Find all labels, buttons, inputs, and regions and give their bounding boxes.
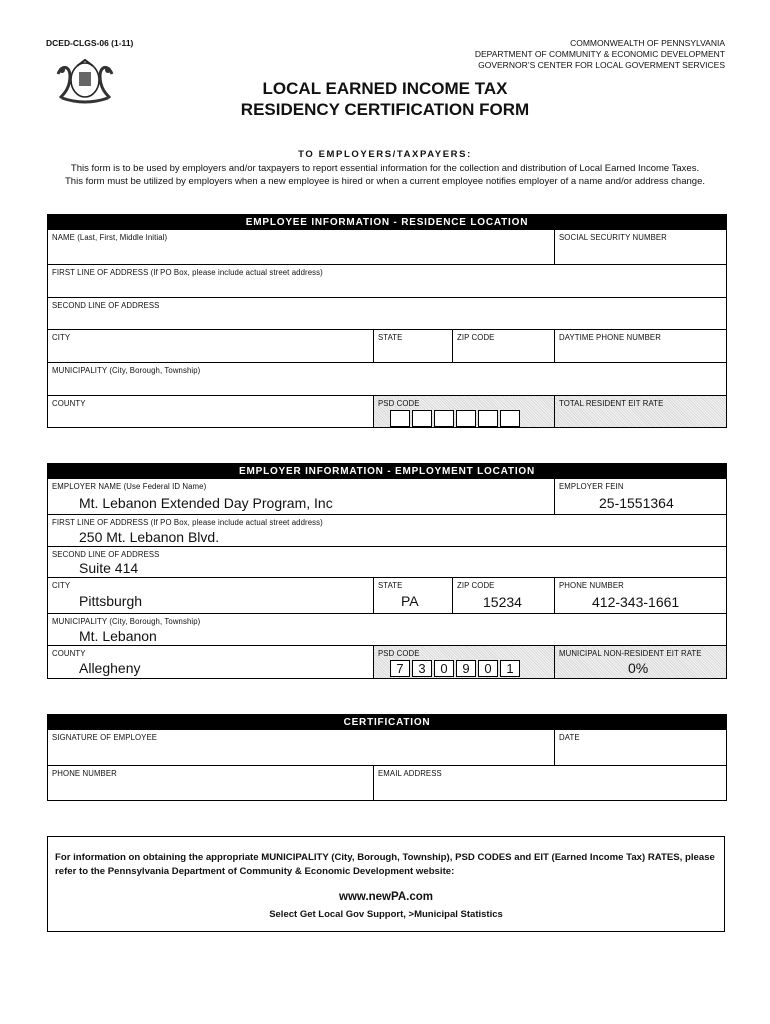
employee-city-field[interactable] (48, 329, 373, 362)
employer-address1-field[interactable] (48, 514, 726, 546)
field-label: SOCIAL SECURITY NUMBER (559, 233, 667, 242)
form-title (180, 78, 590, 120)
employer-rate-value: 0% (628, 660, 649, 676)
certification-heading: CERTIFICATION (48, 715, 726, 730)
employer-county-value: Allegheny (79, 660, 141, 676)
psd-digit-boxes (390, 660, 520, 677)
field-label: ZIP CODE (457, 333, 495, 342)
agency-line: COMMONWEALTH OF PENNSYLVANIA (570, 38, 725, 48)
website-link[interactable]: www.newPA.com (339, 891, 433, 903)
employee-address1-field[interactable] (48, 264, 726, 297)
form-code: DCED-CLGS-06 (1-11) (46, 38, 134, 48)
field-label: EMPLOYER FEIN (559, 482, 624, 491)
field-label: COUNTY (52, 649, 86, 658)
field-label: FIRST LINE OF ADDRESS (If PO Box, please include actual street address) (52, 518, 323, 527)
employer-state-field[interactable] (373, 577, 452, 613)
date-field[interactable] (554, 730, 726, 765)
field-label: STATE (378, 581, 403, 590)
employee-name-field[interactable] (48, 230, 554, 264)
employer-city-field[interactable] (48, 577, 373, 613)
field-label: DATE (559, 733, 580, 742)
employee-section (47, 214, 727, 428)
field-label: SIGNATURE OF EMPLOYEE (52, 733, 158, 742)
field-label: SECOND LINE OF ADDRESS (52, 550, 160, 559)
employee-psd-field[interactable] (373, 395, 554, 427)
employer-county-field[interactable] (48, 645, 373, 678)
employer-zip-field[interactable] (452, 577, 554, 613)
employer-address2-value: Suite 414 (79, 560, 139, 576)
title-line: RESIDENCY CERTIFICATION FORM (240, 100, 530, 119)
signature-field[interactable] (48, 730, 554, 765)
field-label: NAME (Last, First, Middle Initial) (52, 233, 168, 242)
psd-digit[interactable]: 0 (478, 660, 498, 677)
field-label: PSD CODE (378, 649, 420, 658)
employer-section (47, 463, 727, 679)
psd-digit[interactable] (434, 410, 454, 427)
employee-zip-field[interactable] (452, 329, 554, 362)
field-label: STATE (378, 333, 403, 342)
intro-line: This form is to be used by employers and/or taxpayers to report essential information for the collection and distribution of Local Earned Income Taxes. (70, 163, 700, 174)
intro-line: This form must be utilized by employers when a new employee is hired or when a current employee notifies employer of a name and/or address change. (65, 176, 705, 187)
field-label: ZIP CODE (457, 581, 495, 590)
employee-address2-field[interactable] (48, 297, 726, 329)
employer-phone-value: 412-343-1661 (592, 594, 680, 610)
employer-fein-value: 25-1551364 (599, 495, 674, 511)
psd-digit[interactable] (390, 410, 410, 427)
field-label: EMAIL ADDRESS (378, 769, 442, 778)
field-label: CITY (52, 581, 71, 590)
certification-section (47, 714, 727, 801)
field-label: TOTAL RESIDENT EIT RATE (559, 399, 664, 408)
psd-digit[interactable]: 0 (434, 660, 454, 677)
employer-state-value: PA (401, 593, 419, 609)
cert-phone-field[interactable] (48, 765, 373, 800)
psd-digit[interactable]: 9 (456, 660, 476, 677)
employer-name-field[interactable] (48, 479, 554, 514)
psd-digit[interactable]: 1 (500, 660, 520, 677)
employee-county-field[interactable] (48, 395, 373, 427)
psd-digit[interactable]: 3 (412, 660, 432, 677)
employer-address1-value: 250 Mt. Lebanon Blvd. (79, 529, 220, 545)
employee-phone-field[interactable] (554, 329, 726, 362)
field-label: MUNICIPALITY (City, Borough, Township) (52, 617, 201, 626)
employee-section-heading: EMPLOYEE INFORMATION - RESIDENCE LOCATION (48, 215, 726, 230)
psd-digit[interactable] (412, 410, 432, 427)
info-text: For information on obtaining the appropriate MUNICIPALITY (City, Borough, Township), PSD CODES and EIT (Earned Income Tax) RATES, please refer to the Pennsylvania Department of Community & Economic Development website: (55, 852, 715, 877)
field-label: EMPLOYER NAME (Use Federal ID Name) (52, 482, 207, 491)
agency-line: GOVERNOR’S CENTER FOR LOCAL GOVERMENT SERVICES (478, 60, 725, 70)
field-label: COUNTY (52, 399, 86, 408)
agency-block (425, 38, 725, 71)
employer-municipality-value: Mt. Lebanon (79, 628, 157, 644)
field-label: PHONE NUMBER (52, 769, 117, 778)
employer-psd-field[interactable] (373, 645, 554, 678)
employer-zip-value: 15234 (483, 594, 522, 610)
intro (20, 148, 750, 188)
employer-address2-field[interactable] (48, 546, 726, 577)
employer-rate-field[interactable] (554, 645, 726, 678)
psd-digit[interactable]: 7 (390, 660, 410, 677)
intro-heading: TO EMPLOYERS/TAXPAYERS: (298, 149, 472, 160)
email-field[interactable] (373, 765, 726, 800)
employer-phone-field[interactable] (554, 577, 726, 613)
employer-name-value: Mt. Lebanon Extended Day Program, Inc (79, 495, 333, 511)
agency-line: DEPARTMENT OF COMMUNITY & ECONOMIC DEVELOPMENT (474, 49, 725, 59)
psd-digit[interactable] (500, 410, 520, 427)
employer-section-heading: EMPLOYER INFORMATION - EMPLOYMENT LOCATION (48, 464, 726, 479)
employer-municipality-field[interactable] (48, 613, 726, 645)
psd-digit-boxes (390, 410, 520, 427)
psd-digit[interactable] (478, 410, 498, 427)
employee-rate-field[interactable] (554, 395, 726, 427)
employee-state-field[interactable] (373, 329, 452, 362)
field-label: PHONE NUMBER (559, 581, 624, 590)
employee-municipality-field[interactable] (48, 362, 726, 395)
field-label: FIRST LINE OF ADDRESS (If PO Box, please include actual street address) (52, 268, 323, 277)
employee-ssn-field[interactable] (554, 230, 726, 264)
info-box (47, 836, 725, 932)
title-line: LOCAL EARNED INCOME TAX (262, 79, 508, 98)
field-label: CITY (52, 333, 71, 342)
field-label: DAYTIME PHONE NUMBER (559, 333, 661, 342)
field-label: MUNICIPALITY (City, Borough, Township) (52, 366, 201, 375)
field-label: SECOND LINE OF ADDRESS (52, 301, 160, 310)
state-seal-icon (50, 54, 120, 106)
field-label: MUNICIPAL NON-RESIDENT EIT RATE (559, 649, 702, 658)
field-label: PSD CODE (378, 399, 420, 408)
psd-digit[interactable] (456, 410, 476, 427)
employer-fein-field[interactable] (554, 479, 726, 514)
navigation-instructions: Select Get Local Gov Support, >Municipal Statistics (269, 909, 503, 920)
employer-city-value: Pittsburgh (79, 593, 143, 609)
